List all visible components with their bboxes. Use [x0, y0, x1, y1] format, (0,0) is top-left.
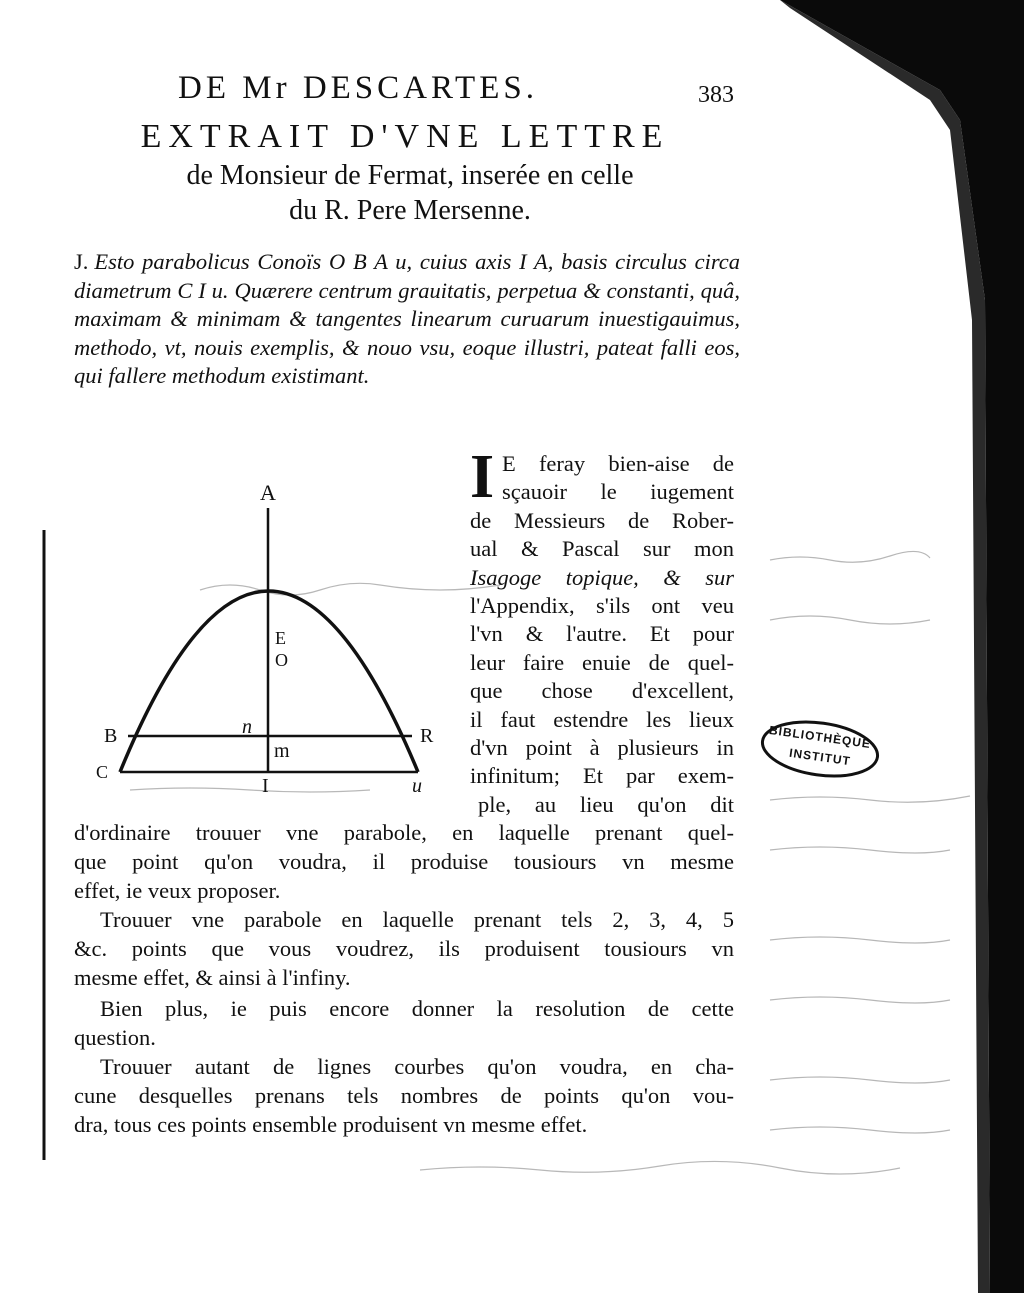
label-A: A — [260, 480, 276, 505]
text-line: il faut estendre les lieux — [470, 706, 734, 732]
text-line: question. — [74, 1025, 156, 1050]
stamp-line2: INSTITUT — [788, 745, 852, 769]
text-line: effet, ie veux proposer. — [74, 878, 281, 903]
paragraph-2 — [74, 905, 734, 992]
paragraph-marker: J. — [74, 249, 89, 274]
text-line: l'vn & l'autre. Et pour — [470, 621, 734, 647]
library-stamp — [758, 718, 882, 780]
label-I: I — [262, 775, 269, 797]
text-line: Trouuer vne parabole en laquelle prenant tels 2, 3, 4, 5 — [100, 907, 734, 932]
text-line: de Messieurs de Rober- — [470, 507, 734, 533]
running-head: DE Mr DESCARTES. — [178, 70, 538, 106]
label-n: n — [242, 716, 252, 738]
label-m: m — [274, 740, 290, 762]
paragraph-4 — [74, 1052, 734, 1139]
text-line: d'ordinaire trouuer vne parabole, en laquelle prenant quel- — [74, 820, 734, 845]
text-line: ual & Pascal sur mon — [470, 536, 734, 562]
text-line: dra, tous ces points ensemble produisent vn mesme effet. — [74, 1112, 588, 1137]
label-E: E — [275, 628, 286, 648]
label-C: C — [96, 762, 109, 782]
text-line: que chose d'excellent, — [470, 678, 734, 704]
label-B: B — [104, 725, 118, 747]
text-line: &c. points que vous voudrez, ils produisent tousiours vn — [74, 936, 734, 961]
page-fold-shadow — [780, 0, 990, 1293]
text-line: l'Appendix, s'ils ont veu — [470, 593, 734, 619]
paragraph-1 — [74, 818, 734, 905]
letter-subheading-line1: de Monsieur de Fermat, inserée en celle — [186, 160, 634, 191]
text-line: cune desquelles prenans tels nombres de points qu'on vou- — [74, 1083, 734, 1108]
text-line: leur faire enuie de quel- — [470, 649, 734, 675]
latin-text: Esto parabolicus Conoïs O B A u, cuius axis I A, basis circulus circa diametrum C I u. Quærere centrum grauitatis, perpetua & constanti, quâ, maximam & minimam & tangentes linearum curuarum inuestigauimus, methodo, vt, nouis exemplis, & nouo vsu, eoque illustri, pateat falli eos, qui fallere methodum existimant. — [74, 249, 740, 388]
label-u: u — [412, 775, 422, 797]
text-line: Isagoge topique, & sur — [470, 564, 734, 590]
text-line: d'vn point à plusieurs in — [470, 735, 734, 761]
text-line: E feray bien-aise de — [502, 451, 734, 476]
page-number: 383 — [698, 82, 734, 108]
text-line: ple, au lieu qu'on dit — [478, 791, 734, 817]
text-line: Bien plus, ie puis encore donner la resolution de cette — [100, 996, 734, 1021]
parabola-figure — [90, 480, 450, 810]
paragraph-3 — [74, 994, 734, 1052]
letter-subheading-line2: du R. Pere Mersenne. — [289, 195, 531, 226]
right-column-text — [470, 450, 734, 819]
text-line: que point qu'on voudra, il produise tousiours vn mesme — [74, 849, 734, 874]
label-R: R — [420, 725, 434, 747]
text-line: infinitum; Et par exem- — [470, 763, 734, 789]
text-line: sçauoir le iugement — [502, 479, 734, 505]
latin-proposition — [74, 248, 740, 391]
text-line: mesme effet, & ainsi à l'infiny. — [74, 965, 351, 990]
drop-cap: I — [470, 443, 495, 511]
label-O: O — [275, 650, 288, 670]
stamp-line1: BIBLIOTHÈQUE — [768, 722, 872, 752]
letter-heading: EXTRAIT D'VNE LETTRE — [140, 118, 670, 155]
text-line: Trouuer autant de lignes courbes qu'on voudra, en cha- — [100, 1054, 734, 1079]
